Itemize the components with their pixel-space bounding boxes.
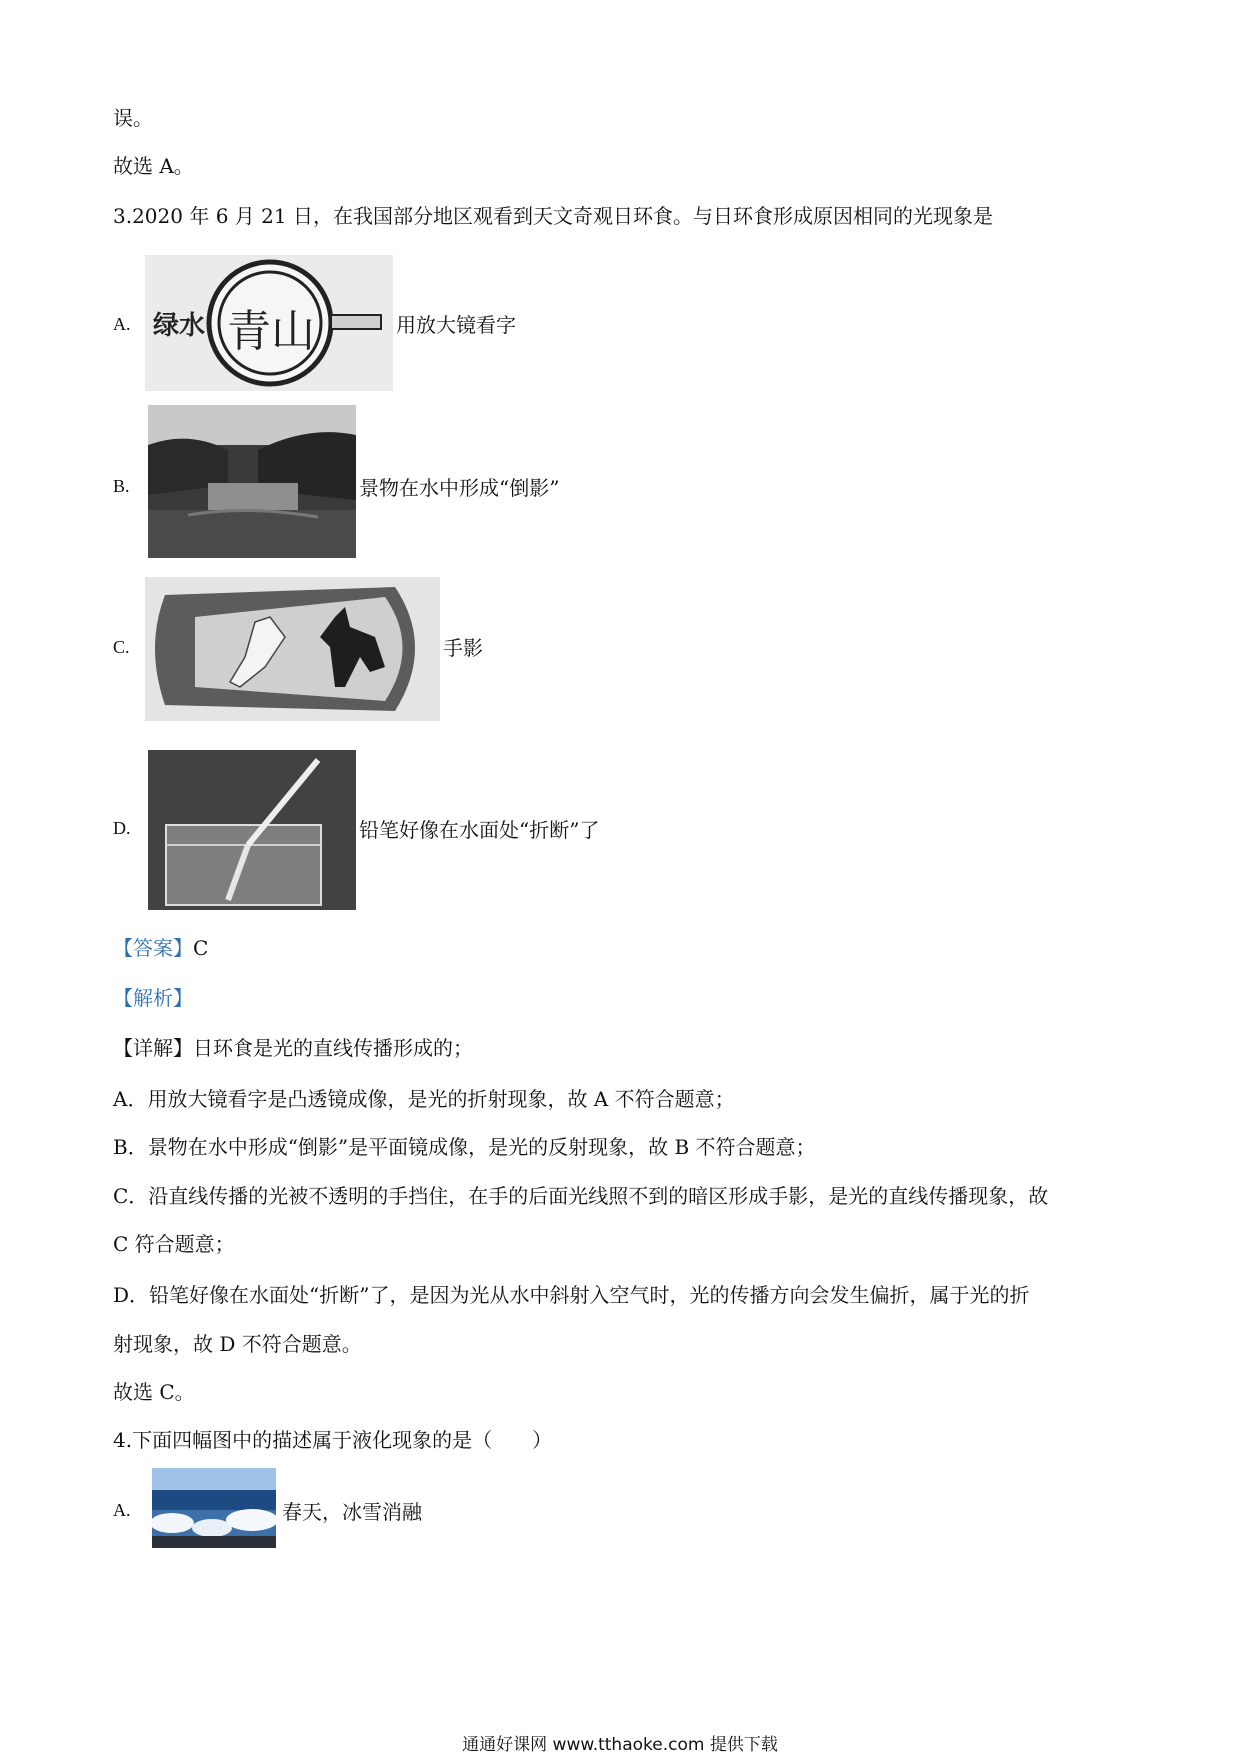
explanation-c-line2: C 符合题意；	[113, 1232, 235, 1256]
analysis-label: 【解析】	[113, 986, 193, 1010]
question-4: 4.下面四幅图中的描述属于液化现象的是（ ）	[113, 1428, 553, 1452]
option-b-letter: B.	[113, 476, 130, 496]
option-a-text: 用放大镜看字	[396, 313, 516, 337]
explanation-a: A．用放大镜看字是凸透镜成像，是光的折射现象，故 A 不符合题意；	[113, 1087, 735, 1111]
pencil-in-water-image	[148, 750, 356, 910]
reflection-landscape-image	[148, 405, 356, 558]
explanation-b: B．景物在水中形成“倒影”是平面镜成像，是光的反射现象，故 B 不符合题意；	[113, 1135, 816, 1159]
detail-intro: 【详解】日环食是光的直线传播形成的；	[113, 1036, 473, 1060]
q4-option-a-letter: A.	[113, 1500, 131, 1520]
answer-label: 【答案】	[113, 936, 193, 960]
option-c-text: 手影	[443, 636, 483, 660]
option-a-letter: A.	[113, 314, 131, 334]
explanation-d-line1: D．铅笔好像在水面处“折断”了，是因为光从水中斜射入空气时，光的传播方向会发生偏折，属于光的折	[113, 1283, 1030, 1307]
text-line-choose-c: 故选 C。	[113, 1380, 195, 1404]
q4-option-a-text: 春天，冰雪消融	[282, 1500, 422, 1524]
option-b-text: 景物在水中形成“倒影”	[359, 476, 560, 500]
snow-melting-image	[152, 1468, 276, 1548]
explanation-c-line1: C．沿直线传播的光被不透明的手挡住，在手的后面光线照不到的暗区形成手影，是光的直线传播现象，故	[113, 1184, 1049, 1208]
page-footer: 通通好课网 www.tthaoke.com 提供下载	[462, 1735, 778, 1755]
option-d-letter: D.	[113, 818, 131, 838]
answer-value: C	[193, 936, 209, 960]
text-line-wu: 误。	[113, 106, 153, 130]
option-d-text: 铅笔好像在水面处“折断”了	[359, 818, 600, 842]
magnifier-image	[145, 255, 393, 391]
answer-line	[113, 934, 208, 962]
explanation-d-line2: 射现象，故 D 不符合题意。	[113, 1332, 362, 1356]
option-c-letter: C.	[113, 637, 130, 657]
magnifier-text-qingshan: 青山	[227, 306, 315, 357]
question-3: 3.2020 年 6 月 21 日，在我国部分地区观看到天文奇观日环食。与日环食形成原因相同的光现象是	[113, 204, 993, 228]
hand-shadow-image	[145, 577, 440, 721]
magnifier-text-lushui: 绿水	[153, 311, 206, 341]
text-line-choose-a: 故选 A。	[113, 154, 194, 178]
